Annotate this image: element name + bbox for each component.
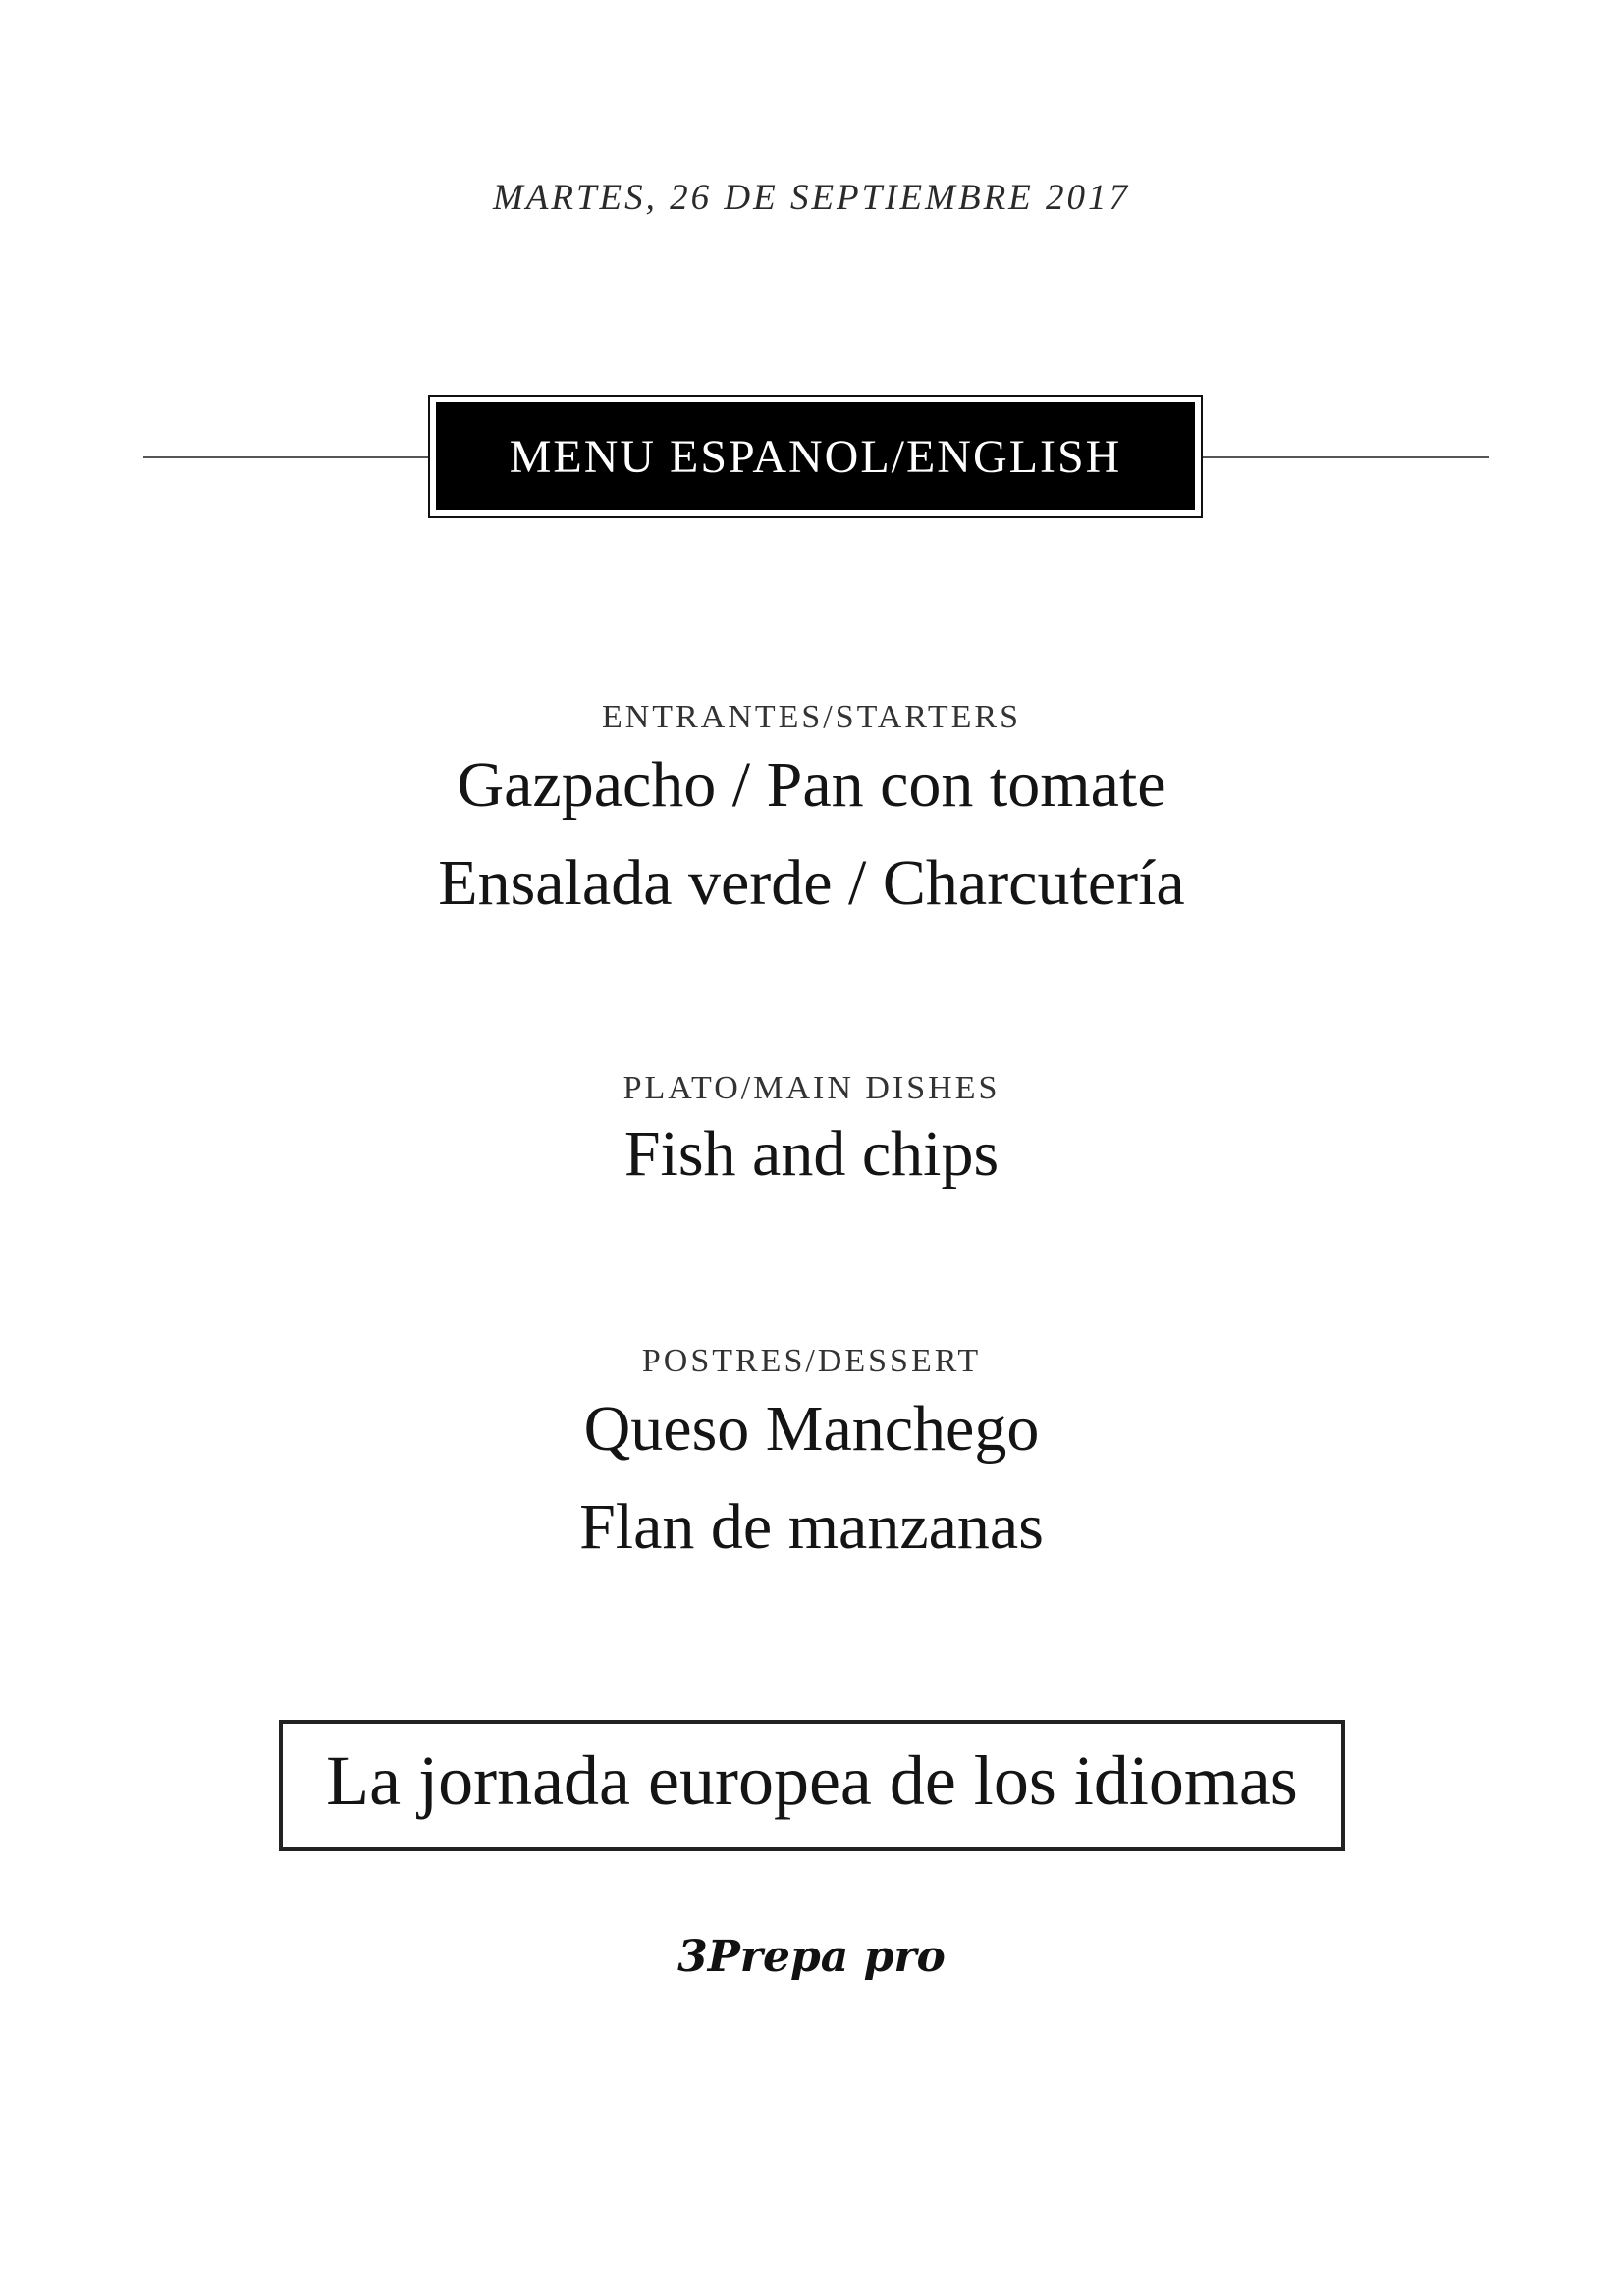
menu-item-starter-2: Ensalada verde / Charcutería: [438, 847, 1185, 919]
menu-item-dessert-2: Flan de manzanas: [579, 1491, 1044, 1563]
event-title: La jornada europea de los idiomas: [326, 1740, 1298, 1820]
divider-left: [143, 456, 430, 458]
section-label-starters: ENTRANTES/STARTERS: [601, 699, 1022, 735]
menu-item-dessert-1: Queso Manchego: [583, 1393, 1040, 1465]
divider-right: [1203, 456, 1489, 458]
menu-date: MARTES, 26 DE SEPTIEMBRE 2017: [492, 178, 1131, 218]
event-title-box: [279, 1720, 1345, 1851]
section-label-dessert: POSTRES/DESSERT: [641, 1343, 982, 1379]
section-label-main: PLATO/MAIN DISHES: [622, 1070, 1001, 1106]
menu-banner: [428, 395, 1203, 518]
menu-banner-title: MENU ESPANOL/ENGLISH: [436, 402, 1195, 510]
menu-item-main-1: Fish and chips: [623, 1118, 1000, 1190]
class-signature: 3Prepa pro: [677, 1932, 946, 1982]
menu-item-starter-1: Gazpacho / Pan con tomate: [457, 749, 1166, 821]
